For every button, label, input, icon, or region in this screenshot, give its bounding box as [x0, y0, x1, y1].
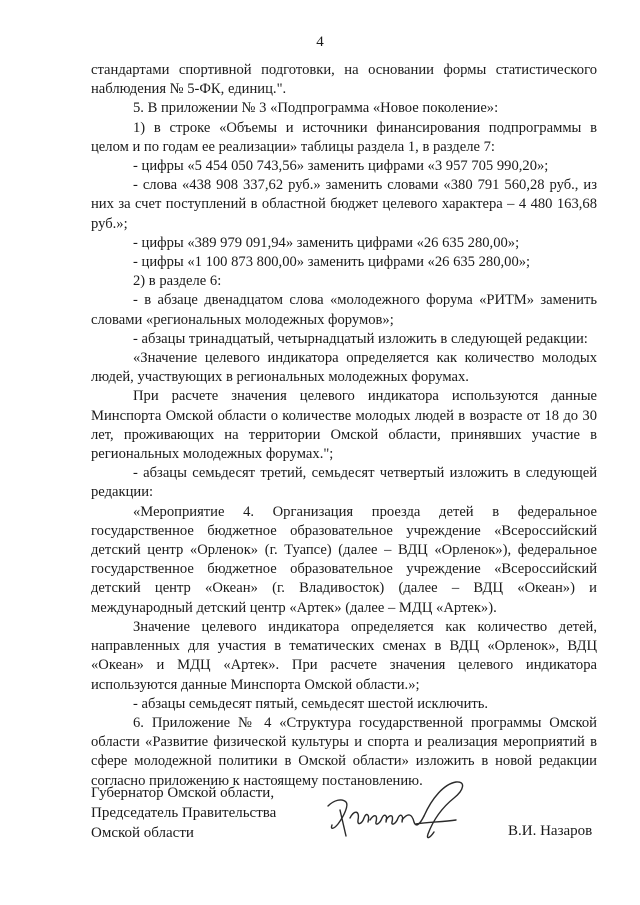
paragraph: - цифры «1 100 873 800,00» заменить цифрами «26 635 280,00»; — [133, 254, 531, 271]
signatory-title-line: Председатель Правительства — [91, 805, 277, 821]
paragraph: «Мероприятие 4. Организация проезда детей в федеральное государственное бюджетное образовательное учреждение «Всероссийский детский центр «Орленок» (г. Туапсе) (далее – ВДЦ «Орленок»), федеральное государственное бюджетное образовательное учреждение «Всероссийский детский центр «Океан» (г. Владивосток) (далее – ВДЦ «Океан») и международный детский центр «Артек» (далее – МДЦ «Артек»). — [91, 503, 597, 616]
paragraph: - абзацы семьдесят третий, семьдесят четвертый изложить в следующей редакции: — [91, 465, 597, 501]
handwritten-signature — [316, 776, 476, 846]
signatory-title-line: Омской области — [91, 825, 194, 841]
page-number: 4 — [316, 34, 324, 50]
paragraph: Значение целевого индикатора определяется как количество детей, направленных для участия в тематических сменах в ВДЦ «Орленок», ВДЦ «Океан» и МДЦ «Артек». При расчете значения целевого индикатора используются данные Минспорта Омской области.»; — [91, 618, 597, 693]
paragraph: При расчете значения целевого индикатора используются данные Минспорта Омской области о количестве молодых людей в возрасте от 18 до 30 лет, проживающих на территории Омской области, принявших участие в региональных молодежных форумах."; — [91, 388, 597, 463]
paragraph: - абзацы семьдесят пятый, семьдесят шестой исключить. — [133, 695, 489, 712]
paragraph: - цифры «389 979 091,94» заменить цифрами «26 635 280,00»; — [133, 234, 520, 251]
paragraph: 5. В приложении № 3 «Подпрограмма «Новое поколение»: — [133, 100, 499, 117]
paragraph: стандартами спортивной подготовки, на основании формы статистического наблюдения № 5-ФК, единиц.". — [91, 62, 597, 98]
document-body — [91, 61, 597, 791]
paragraph: «Значение целевого индикатора определяется как количество молодых людей, участвующих в региональных молодежных форумах. — [91, 350, 597, 386]
signatory-title — [91, 783, 276, 843]
paragraph: - слова «438 908 337,62 руб.» заменить словами «380 791 560,28 руб., из них за счет поступлений в областной бюджет целевого характера – 4 480 163,68 руб.»; — [91, 177, 597, 232]
paragraph: 1) в строке «Объемы и источники финансирования подпрограммы в целом и по годам ее реализации» таблицы раздела 1, в разделе 7: — [91, 119, 597, 155]
paragraph: 6. Приложение № 4 «Структура государственной программы Омской области «Развитие физической культуры и спорта и реализация мероприятий в сфере молодежной политики в Омской области» изложить в новой редакции согласно приложению к настоящему постановлению. — [91, 714, 597, 789]
signatory-name: В.И. Назаров — [508, 823, 593, 839]
paragraph: - цифры «5 454 050 743,56» заменить цифрами «3 957 705 990,20»; — [133, 158, 549, 175]
signatory-title-line: Губернатор Омской области, — [91, 785, 275, 801]
paragraph: 2) в разделе 6: — [133, 273, 222, 290]
paragraph: - в абзаце двенадцатом слова «молодежного форума «РИТМ» заменить словами «региональных молодежных форумов»; — [91, 292, 597, 328]
paragraph: - абзацы тринадцатый, четырнадцатый изложить в следующей редакции: — [133, 330, 588, 347]
